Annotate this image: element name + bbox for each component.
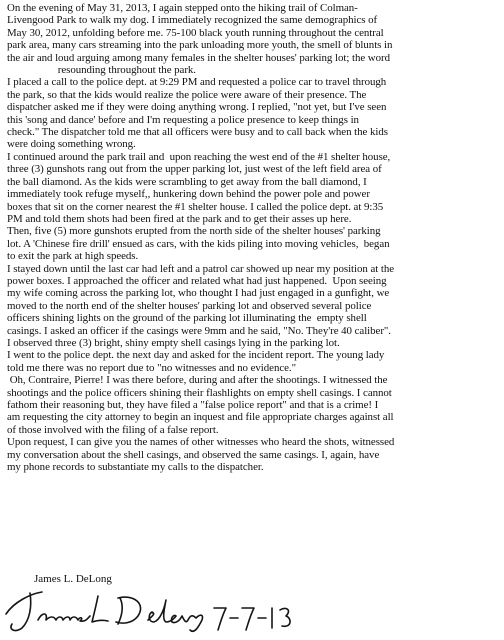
author-name: James L. DeLong — [34, 573, 112, 585]
handwritten-signature — [0, 580, 300, 640]
paragraph-false-report: Oh, Contraire, Pierre! I was there before, during and after the shootings. I witnessed the shootings and the police officers shining their flashlights on empty shell casings. I cannot fathom their reasoning but, they have filed a "false police report" and that is a crime! I am requesting the city attorney to begin an inquest and file appropriate charges against all of those involved with the filing of a false report. — [7, 374, 394, 436]
paragraph-police-call: I placed a call to the police dept. at 9:29 PM and requested a police car to travel through the park, so that the kids would realize the police were aware of their presence. The dispatcher asked me if they were doing anything wrong. I replied, "not yet, but I've seen this 'song and dance' before and I'm requesting a police presence to keep things in check." The dispatcher told me that all officers were busy and to call back when the kids were doing something wrong. — [7, 76, 388, 151]
paragraph-evening-walk: On the evening of May 31, 2013, I again stepped onto the hiking trail of Colman- Livengood Park to walk my dog. I immediately recognized the same demographics of May 30, 2012, unfolding before me. 75-100 black youth running throughout the central park area, many cars streaming into the park unloading more youth, the smell of blunts in the air and loud arguing among many females in the shelter houses' parking lot; the word resounding throughout the park. — [7, 2, 393, 77]
paragraph-witnesses: Upon request, I can give you the names of other witnesses who heard the shots, witnessed my conversation about the shell casings, and observed the same casings. I, again, have my phone records to substantiate my calls to the dispatcher. — [7, 436, 395, 474]
paragraph-incident-report: I went to the police dept. the next day and asked for the incident report. The young lady told me there was no report due to "no witnesses and no evidence." — [7, 349, 385, 374]
paragraph-gunshots: I continued around the park trail and upon reaching the west end of the #1 shelter house, three (3) gunshots rang out from the upper parking lot, just west of the left field area of the ball diamond. As the kids were scrambling to get away from the ball diamond, I immediately took refuge myself,, hunkering down behind the power pole and power boxes that sit on the corner nearest the #1 shelter house. I called the police dept. at 9:35 PM and told them shots had been fired at the park and to get their asses up here. Then, five (5) more gunshots erupted from the north side of the shelter houses' parking lot. A 'Chinese fire drill' ensued as cars, with the kids piling into moving vehicles, began to exit the park at high speeds. — [7, 150, 391, 263]
paragraph-shell-casings: I stayed down until the last car had left and a patrol car showed up near my position at the power boxes. I approached the officer and related what had just happened. Upon seeing my wife coming across the parking lot, who thought I had just engaged in a gunfight, we moved to the north end of the shelter houses' parking lot and observed several police officers shining lights on the ground of the parking lot illuminating the empty shell casings. I asked an officer if the casings were 9mm and he said, "No. They're 40 caliber". I observed three (3) bright, shiny empty shell casings lying in the parking lot. — [7, 262, 395, 349]
letter-body — [7, 2, 501, 473]
